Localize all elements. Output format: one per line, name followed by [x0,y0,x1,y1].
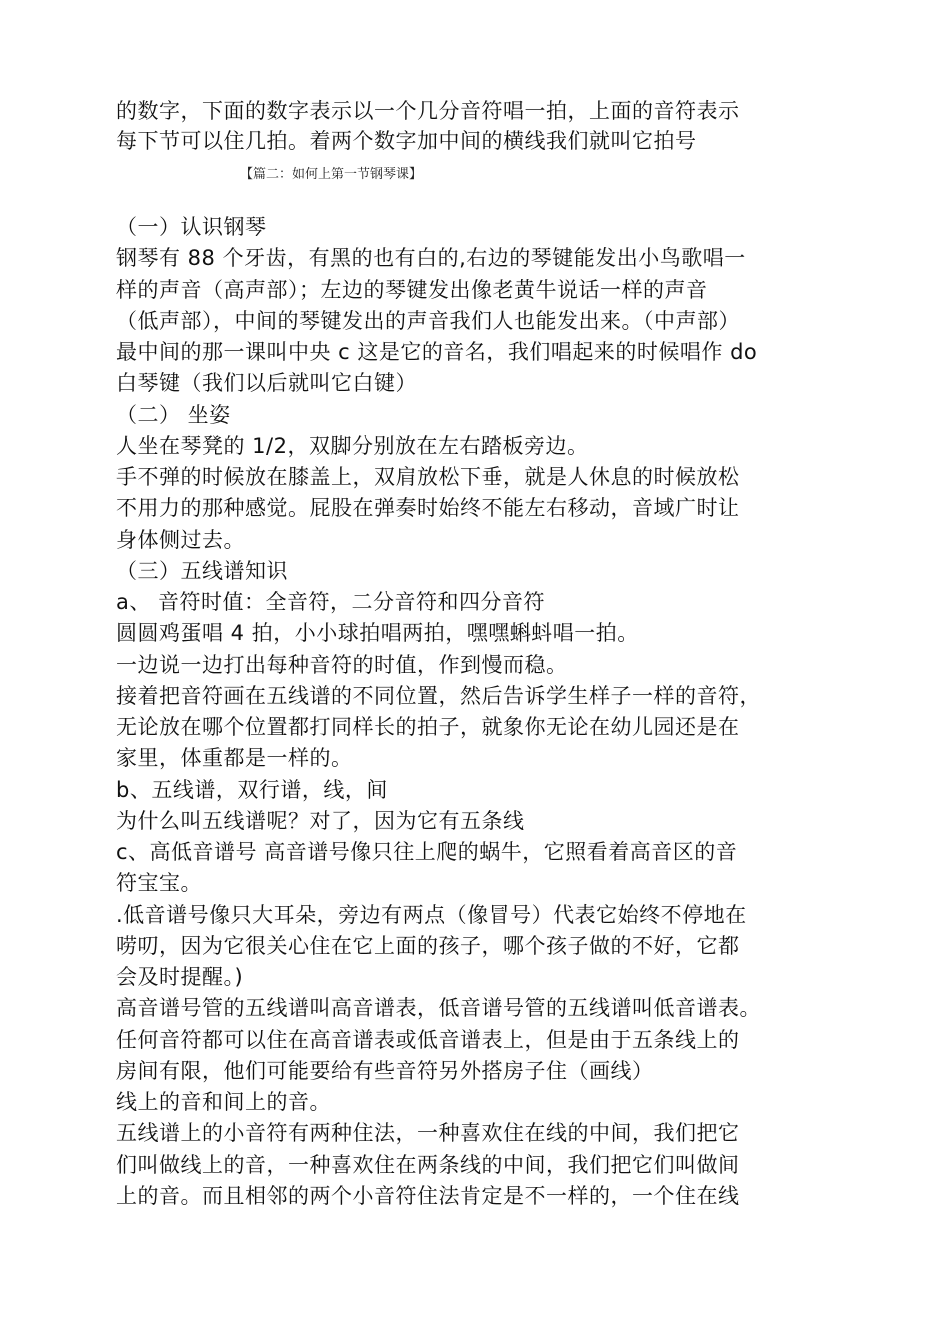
body-line: 钢琴有 88 个牙齿，有黑的也有白的,右边的琴键能发出小鸟歌唱一 [116,246,746,270]
body-line: 上的音。而且相邻的两个小音符住法肯定是不一样的，一个住在线 [116,1184,740,1208]
body-line: （二） 坐姿 [116,403,231,427]
body-line: 样的声音（高声部）；左边的琴键发出像老黄牛说话一样的声音 [116,278,708,302]
body-line: 最中间的那一课叫中央 c 这是它的音名，我们唱起来的时候唱作 do [116,340,758,364]
body-line: b、五线谱，双行谱，线，间 [116,778,388,802]
body-line: 接着把音符画在五线谱的不同位置，然后告诉学生样子一样的音符， [116,684,761,708]
body-line: 线上的音和间上的音。 [116,1090,331,1114]
body-line: 房间有限，他们可能要给有些音符另外搭房子住（画线） [116,1059,654,1083]
body-line: 一边说一边打出每种音符的时值，作到慢而稳。 [116,653,568,677]
body-line: 会及时提醒。) [116,965,244,989]
body-line: （低声部），中间的琴键发出的声音我们人也能发出来。（中声部） [116,309,740,333]
body-line: 们叫做线上的音，一种喜欢住在两条线的中间，我们把它们叫做间 [116,1153,740,1177]
body-line: 家里，体重都是一样的。 [116,746,353,770]
body-line: 不用力的那种感觉。屁股在弹奏时始终不能左右移动，音域广时让 [116,496,740,520]
body-line: （三）五线谱知识 [116,559,288,583]
body-line: 圆圆鸡蛋唱 4 拍，小小球拍唱两拍，嘿嘿蝌蚪唱一拍。 [116,621,639,645]
section-title: 【篇二：如何上第一节钢琴课】 [240,167,423,182]
body-line: 任何音符都可以住在高音谱表或低音谱表上，但是由于五条线上的 [116,1028,740,1052]
body-line: c、高低音谱号 高音谱号像只往上爬的蜗牛，它照看着高音区的音 [116,840,738,864]
body-line: 唠叨，因为它很关心住在它上面的孩子，哪个孩子做的不好，它都 [116,934,740,958]
body-line: 无论放在哪个位置都打同样长的拍子，就象你无论在幼儿园还是在 [116,715,740,739]
body-line: 手不弹的时候放在膝盖上，双肩放松下垂，就是人休息的时候放松 [116,465,740,489]
body-line: .低音谱号像只大耳朵，旁边有两点（像冒号）代表它始终不停地在 [116,903,747,927]
body-line: 五线谱上的小音符有两种住法，一种喜欢住在线的中间，我们把它 [116,1121,740,1145]
body-line: （一）认识钢琴 [116,215,267,239]
body-line: a、 音符时值：全音符，二分音符和四分音符 [116,590,546,614]
body-line: 为什么叫五线谱呢？对了，因为它有五条线 [116,809,525,833]
body-line: 白琴键（我们以后就叫它白键） [116,371,417,395]
body-line: 高音谱号管的五线谱叫高音谱表，低音谱号管的五线谱叫低音谱表。 [116,996,761,1020]
intro-line: 的数字，下面的数字表示以一个几分音符唱一拍，上面的音符表示 [116,99,740,123]
body-line: 人坐在琴凳的 1/2，双脚分别放在左右踏板旁边。 [116,434,589,458]
body-line: 符宝宝。 [116,871,202,895]
body-line: 身体侧过去。 [116,528,245,552]
intro-line: 每下节可以住几拍。着两个数字加中间的横线我们就叫它拍号 [116,129,697,153]
